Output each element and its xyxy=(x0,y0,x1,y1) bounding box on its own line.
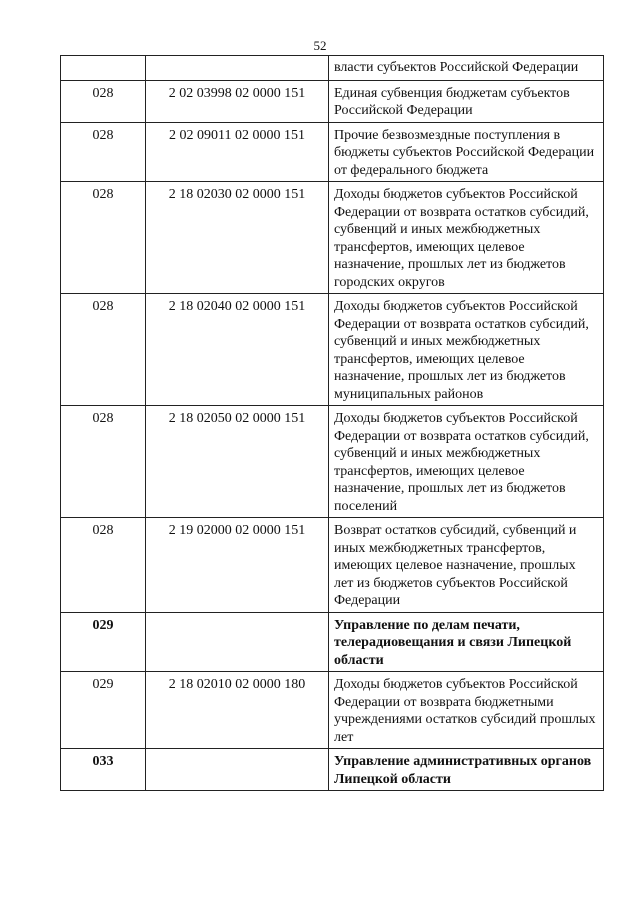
admin-code-cell: 029 xyxy=(61,612,146,672)
description-cell: Доходы бюджетов субъектов Российской Федерации от возврата остатков субсидий, субвенций и иных межбюджетных трансфертов, имеющих целевое назначение, прошлых лет из бюджетов муниципальных районов xyxy=(329,294,604,406)
description-cell: Доходы бюджетов субъектов Российской Федерации от возврата остатков субсидий, субвенций и иных межбюджетных трансфертов, имеющих целевое назначение, прошлых лет из бюджетов городских округов xyxy=(329,182,604,294)
table-row-section-header xyxy=(61,749,604,791)
description-cell: Единая субвенция бюджетам субъектов Российской Федерации xyxy=(329,80,604,122)
table-row xyxy=(61,182,604,294)
admin-code-cell: 028 xyxy=(61,406,146,518)
budget-classification-code-cell: 2 18 02050 02 0000 151 xyxy=(146,406,329,518)
admin-code-cell: 028 xyxy=(61,182,146,294)
budget-classification-code-cell: 2 02 09011 02 0000 151 xyxy=(146,122,329,182)
budget-classification-code-cell xyxy=(146,749,329,791)
admin-code-cell: 033 xyxy=(61,749,146,791)
budget-classification-code-cell xyxy=(146,612,329,672)
page-number: 52 xyxy=(313,38,327,53)
table-row-section-header xyxy=(61,612,604,672)
admin-code-cell xyxy=(61,56,146,81)
budget-classification-code-cell: 2 19 02000 02 0000 151 xyxy=(146,518,329,613)
budget-classification-code-cell xyxy=(146,56,329,81)
budget-classification-code-cell: 2 18 02040 02 0000 151 xyxy=(146,294,329,406)
table-row xyxy=(61,518,604,613)
table-row xyxy=(61,672,604,749)
table-row xyxy=(61,56,604,81)
revenue-codes-table xyxy=(60,55,604,791)
table-row xyxy=(61,80,604,122)
description-cell: Прочие безвозмездные поступления в бюджеты субъектов Российской Федерации от федерального бюджета xyxy=(329,122,604,182)
admin-code-cell: 028 xyxy=(61,122,146,182)
budget-classification-code-cell: 2 02 03998 02 0000 151 xyxy=(146,80,329,122)
budget-classification-code-cell: 2 18 02010 02 0000 180 xyxy=(146,672,329,749)
budget-classification-code-cell: 2 18 02030 02 0000 151 xyxy=(146,182,329,294)
table-row xyxy=(61,294,604,406)
admin-code-cell: 029 xyxy=(61,672,146,749)
description-cell: Доходы бюджетов субъектов Российской Федерации от возврата остатков субсидий, субвенций и иных межбюджетных трансфертов, имеющих целевое назначение, прошлых лет из бюджетов поселений xyxy=(329,406,604,518)
description-cell: Возврат остатков субсидий, субвенций и иных межбюджетных трансфертов, имеющих целевое назначение, прошлых лет из бюджетов субъектов Российской Федерации xyxy=(329,518,604,613)
admin-code-cell: 028 xyxy=(61,294,146,406)
description-cell: Управление по делам печати, телерадиовещания и связи Липецкой области xyxy=(329,612,604,672)
description-cell: Доходы бюджетов субъектов Российской Федерации от возврата бюджетными учреждениями остатков субсидий прошлых лет xyxy=(329,672,604,749)
admin-code-cell: 028 xyxy=(61,518,146,613)
description-cell: власти субъектов Российской Федерации xyxy=(329,56,604,81)
table-row xyxy=(61,122,604,182)
admin-code-cell: 028 xyxy=(61,80,146,122)
table-row xyxy=(61,406,604,518)
description-cell: Управление административных органов Липецкой области xyxy=(329,749,604,791)
